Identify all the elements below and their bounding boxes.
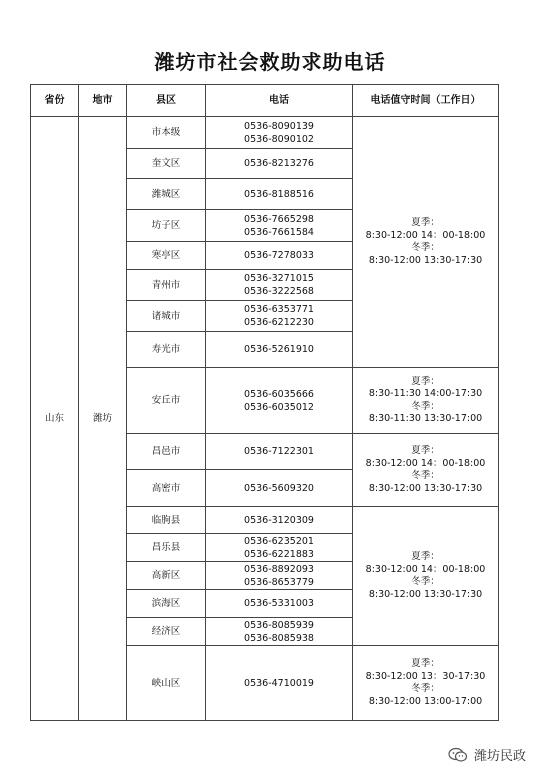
phone-number: 0536-7665298 <box>244 213 314 225</box>
district-cell: 奎文区 <box>127 149 206 179</box>
hours-cell <box>353 507 499 646</box>
phone-cell <box>206 117 353 149</box>
hours-line: 8:30-12:00 13:00-17:00 <box>368 695 483 707</box>
hours-line: 8:30-12:00 14：00-18:00 <box>365 457 486 469</box>
hours-line: 冬季： <box>411 576 440 587</box>
hours-line: 8:30-12:00 13:30-17:30 <box>368 482 483 494</box>
phone-number: 0536-5261910 <box>244 344 314 355</box>
district-cell: 经济区 <box>127 618 206 646</box>
phone-cell <box>206 301 353 332</box>
table-row <box>31 117 499 149</box>
phone-number: 0536-5609320 <box>244 482 314 494</box>
header-hours: 电话值守时间（工作日） <box>353 85 499 117</box>
province-cell: 山东 <box>31 117 79 721</box>
phone-cell <box>206 470 353 507</box>
hours-line: 冬季： <box>411 400 440 412</box>
hours-line: 冬季： <box>411 683 440 694</box>
phone-cell <box>206 618 353 646</box>
phone-number: 0536-8653779 <box>244 576 314 588</box>
hours-line: 夏季： <box>411 445 440 456</box>
hours-line: 8:30-12:00 14：00-18:00 <box>365 229 486 241</box>
header-phone: 电话 <box>206 85 353 117</box>
district-cell: 昌邑市 <box>127 434 206 470</box>
phone-cell <box>206 434 353 470</box>
phone-number: 0536-3120309 <box>244 514 314 526</box>
phone-number: 0536-8085939 <box>244 619 314 631</box>
header-city: 地市 <box>79 85 127 117</box>
phone-number: 0536-6353771 <box>244 304 314 315</box>
phone-number: 0536-8213276 <box>244 158 314 169</box>
phone-number: 0536-6035012 <box>244 401 314 413</box>
hours-cell <box>353 368 499 434</box>
hours-line: 夏季： <box>411 375 440 387</box>
district-cell: 临朐县 <box>127 507 206 534</box>
hotline-table <box>30 84 499 721</box>
phone-cell <box>206 507 353 534</box>
hours-cell <box>353 117 499 368</box>
phone-number: 0536-8090139 <box>244 120 314 132</box>
hours-line: 8:30-12:00 13:30-17:30 <box>368 254 483 266</box>
district-cell: 寒亭区 <box>127 242 206 270</box>
header-province: 省份 <box>31 85 79 117</box>
district-cell: 滨海区 <box>127 590 206 618</box>
phone-cell <box>206 332 353 368</box>
district-cell: 安丘市 <box>127 368 206 434</box>
phone-number: 0536-7661584 <box>244 226 314 238</box>
phone-number: 0536-7278033 <box>244 250 314 261</box>
hours-line: 夏季： <box>411 217 440 228</box>
district-cell: 高密市 <box>127 470 206 507</box>
hours-line: 8:30-12:00 13：30-17:30 <box>365 670 486 682</box>
phone-cell <box>206 368 353 434</box>
header-district: 县区 <box>127 85 206 117</box>
phone-cell <box>206 534 353 562</box>
hours-line: 夏季： <box>411 658 440 669</box>
district-cell: 昌乐县 <box>127 534 206 562</box>
phone-cell <box>206 149 353 179</box>
phone-number: 0536-6212230 <box>244 317 314 328</box>
hours-line: 8:30-12:00 14：00-18:00 <box>365 563 486 575</box>
phone-number: 0536-5331003 <box>244 598 314 609</box>
district-cell: 峡山区 <box>127 646 206 721</box>
phone-number: 0536-3222568 <box>244 286 314 297</box>
phone-number: 0536-6221883 <box>244 548 314 560</box>
watermark <box>448 745 526 764</box>
header-row <box>31 85 499 117</box>
phone-number: 0536-8892093 <box>244 563 314 575</box>
hours-cell <box>353 434 499 507</box>
hours-line: 8:30-11:30 14:00-17:30 <box>368 388 483 399</box>
hours-line: 夏季： <box>411 551 440 562</box>
phone-cell <box>206 270 353 301</box>
phone-number: 0536-6035666 <box>244 388 314 400</box>
district-cell: 青州市 <box>127 270 206 301</box>
phone-number: 0536-7122301 <box>244 446 314 457</box>
hours-line: 冬季： <box>411 242 440 253</box>
phone-number: 0536-3271015 <box>244 273 314 284</box>
hours-line: 冬季： <box>411 470 440 481</box>
phone-number: 0536-8090102 <box>244 133 314 145</box>
district-cell: 诸城市 <box>127 301 206 332</box>
district-cell: 坊子区 <box>127 210 206 242</box>
district-cell: 市本级 <box>127 117 206 149</box>
hours-line: 8:30-12:00 13:30-17:30 <box>368 588 483 600</box>
phone-cell <box>206 242 353 270</box>
phone-cell <box>206 210 353 242</box>
phone-cell <box>206 590 353 618</box>
hours-cell <box>353 646 499 721</box>
city-cell: 潍坊 <box>79 117 127 721</box>
page-title: 潍坊市社会救助求助电话 <box>154 50 386 74</box>
account-name: 潍坊民政 <box>473 749 526 764</box>
phone-cell <box>206 646 353 721</box>
phone-number: 0536-8188516 <box>244 188 314 200</box>
wechat-icon <box>448 747 468 763</box>
hours-line: 8:30-11:30 13:30-17:00 <box>368 413 483 424</box>
district-cell: 高新区 <box>127 562 206 590</box>
phone-number: 0536-4710019 <box>244 677 314 689</box>
phone-number: 0536-6235201 <box>244 535 314 547</box>
phone-cell <box>206 179 353 210</box>
phone-number: 0536-8085938 <box>244 632 314 644</box>
phone-cell <box>206 562 353 590</box>
district-cell: 潍城区 <box>127 179 206 210</box>
district-cell: 寿光市 <box>127 332 206 368</box>
